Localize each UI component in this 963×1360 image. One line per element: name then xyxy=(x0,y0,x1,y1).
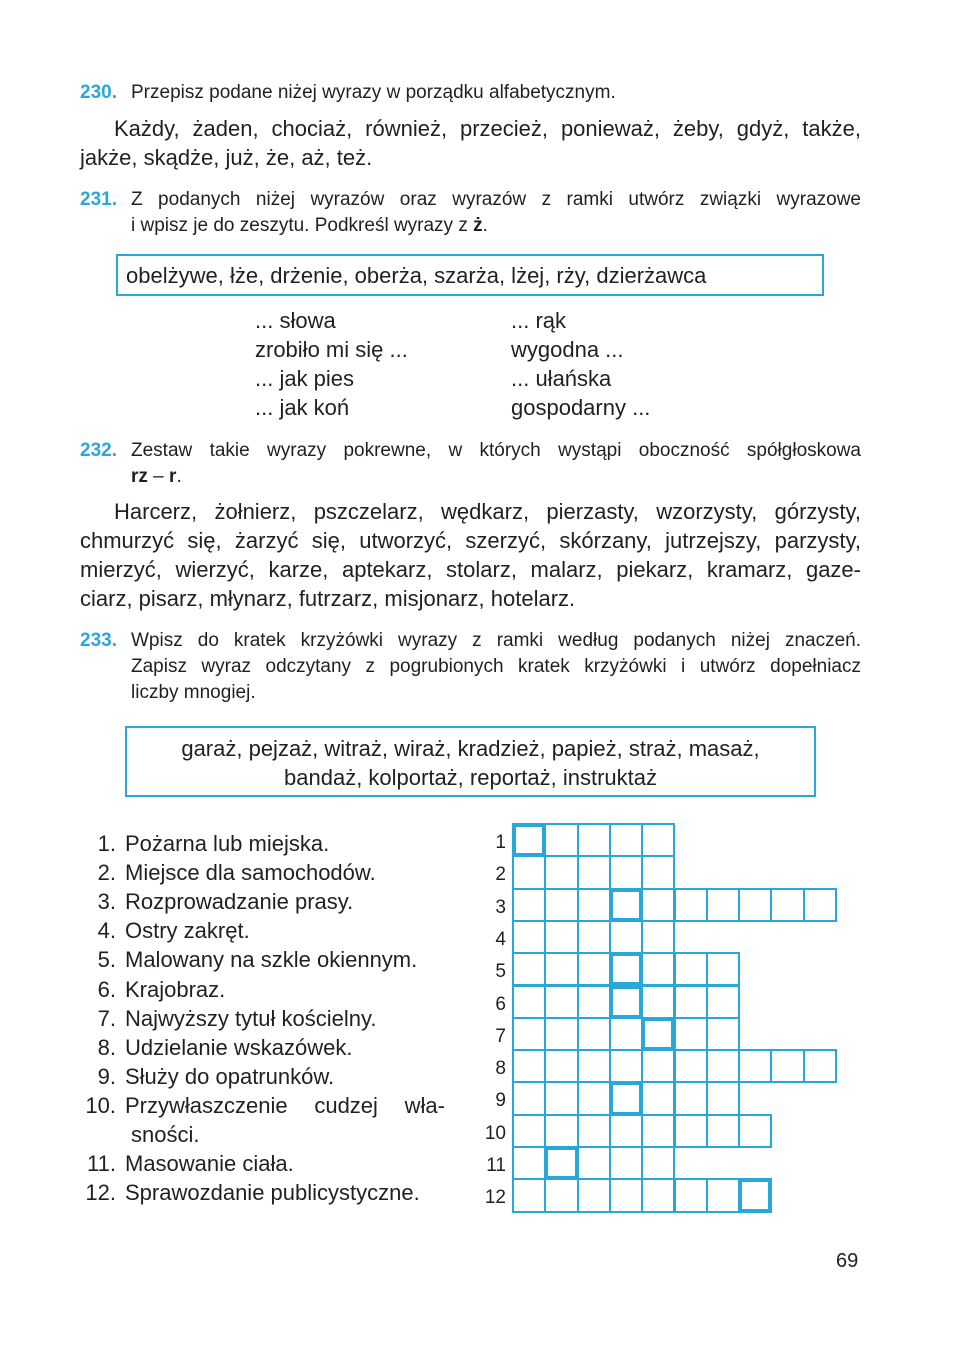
crossword-cell[interactable] xyxy=(512,1049,546,1083)
instruction-231-text: i wpisz je do zeszytu. Podkreśl wyrazy z xyxy=(131,215,474,236)
crossword-cell[interactable] xyxy=(674,1017,708,1051)
bold-r: r xyxy=(169,466,177,487)
crossword-cell[interactable] xyxy=(706,1017,740,1051)
instruction-231-line1: Z podanych niżej wyrazów oraz wyrazów z ramki utwórz związki wyrazowe xyxy=(131,189,861,210)
crossword-cell-bold[interactable] xyxy=(609,888,643,922)
crossword-cell[interactable] xyxy=(770,888,804,922)
word-list-230-line1: Każdy, żaden, chociaż, również, przecież, ponieważ, żeby, gdyż, także, xyxy=(114,116,861,141)
clue-number: 1. xyxy=(97,831,116,856)
exercise-number-232: 232. xyxy=(80,440,117,461)
phrase-left-item: ... jak koń xyxy=(255,395,350,420)
exercise-number-231: 231. xyxy=(80,189,117,210)
crossword-cell[interactable] xyxy=(544,985,578,1019)
instruction-233-line1: Wpisz do kratek krzyżówki wyrazy z ramki według podanych niżej znaczeń. xyxy=(131,630,861,651)
clue-number: 6. xyxy=(97,976,116,1002)
phrase-column-right xyxy=(511,306,650,422)
crossword-cell[interactable] xyxy=(577,1081,611,1115)
clue-text: Malowany na szkle okiennym. xyxy=(125,947,418,973)
crossword-cell[interactable] xyxy=(641,1146,675,1180)
crossword-cell[interactable] xyxy=(706,888,740,922)
crossword-cell[interactable] xyxy=(512,920,546,954)
crossword-cell[interactable] xyxy=(738,1114,772,1148)
page-number: 69 xyxy=(836,1250,859,1272)
crossword-row-number: 8 xyxy=(495,1058,506,1080)
crossword-cell[interactable] xyxy=(609,1114,643,1148)
exercise-number-230: 230. xyxy=(80,82,117,103)
clue-text: Rozprowadzanie prasy. xyxy=(125,889,354,915)
clue-text: Pożarna lub miejska. xyxy=(125,831,330,856)
crossword-cell[interactable] xyxy=(544,952,578,986)
crossword-cell[interactable] xyxy=(577,1114,611,1148)
crossword-cell-bold[interactable] xyxy=(609,1081,643,1115)
crossword-cell[interactable] xyxy=(641,985,675,1019)
crossword-cell[interactable] xyxy=(738,1049,772,1083)
crossword-row-number: 11 xyxy=(486,1155,506,1176)
phrase-left-item: zrobiło mi się ... xyxy=(255,337,408,362)
crossword-cell[interactable] xyxy=(512,855,546,889)
clue-text: Najwyższy tytuł kościelny. xyxy=(125,1005,377,1031)
clue-number: 8. xyxy=(97,1034,116,1060)
crossword-cell[interactable] xyxy=(609,1049,643,1083)
crossword-row-number: 6 xyxy=(495,993,506,1015)
word-list-232-line2: chmurzyć się, żarzyć się, utworzyć, szerzyć, skórzany, jutrzejszy, parzysty, xyxy=(80,528,861,553)
crossword-cell-bold[interactable] xyxy=(738,1178,772,1212)
crossword-cell-bold[interactable] xyxy=(641,1017,675,1051)
clue-number: 5. xyxy=(97,947,116,973)
crossword-cell[interactable] xyxy=(577,1017,611,1051)
crossword-cell[interactable] xyxy=(641,1049,675,1083)
instruction-232-line1: Zestaw takie wyrazy pokrewne, w których wystąpi oboczność spółgłoskowa xyxy=(131,440,861,461)
crossword-cell[interactable] xyxy=(641,855,675,889)
crossword-cell[interactable] xyxy=(544,920,578,954)
word-list-232-line3: mierzyć, wierzyć, karze, aptekarz, stolarz, malarz, piekarz, kramarz, gaze- xyxy=(80,557,861,582)
clue-text: Krajobraz. xyxy=(125,976,226,1002)
clue-text: Udzielanie wskazówek. xyxy=(125,1034,353,1060)
crossword-cell-bold[interactable] xyxy=(512,823,546,857)
crossword-row-number: 10 xyxy=(484,1122,506,1144)
crossword-cell[interactable] xyxy=(544,823,578,857)
crossword-cell[interactable] xyxy=(512,1081,546,1115)
instruction-231-period: . xyxy=(482,215,488,236)
word-box-233-line2: bandaż, kolportaż, reportaż, instruktaż xyxy=(284,765,657,790)
crossword-cell[interactable] xyxy=(577,855,611,889)
crossword-cell[interactable] xyxy=(577,888,611,922)
clue-text: Przywłaszczenie cudzej wła- xyxy=(125,1092,445,1118)
crossword-cell[interactable] xyxy=(609,855,643,889)
word-box-233 xyxy=(125,726,816,797)
word-box-231-text: obelżywe, łże, drżenie, oberża, szarża, lżej, rży, dzierżawca xyxy=(126,263,707,288)
clue-text: sności. xyxy=(131,1122,200,1147)
crossword-cell[interactable] xyxy=(674,952,708,986)
instruction-231-bold-letter: ż xyxy=(473,215,483,236)
word-list-230-line2: jakże, skądże, już, że, aż, też. xyxy=(80,145,373,170)
clue-text: Służy do opatrunków. xyxy=(125,1063,335,1089)
bold-rz: rz xyxy=(131,466,148,487)
crossword-cell[interactable] xyxy=(674,1081,708,1115)
crossword-cell-bold[interactable] xyxy=(609,952,643,986)
clue-number: 9. xyxy=(97,1063,116,1089)
crossword-cell[interactable] xyxy=(609,1178,643,1212)
crossword-cell[interactable] xyxy=(641,888,675,922)
crossword-cell[interactable] xyxy=(609,920,643,954)
crossword-cell[interactable] xyxy=(641,823,675,857)
crossword-cell[interactable] xyxy=(512,985,546,1019)
phrase-left-item: ... jak pies xyxy=(255,366,355,391)
word-list-232-line4: ciarz, pisarz, młynarz, futrzarz, misjonarz, hotelarz. xyxy=(80,586,576,611)
crossword-cell[interactable] xyxy=(706,952,740,986)
crossword-cell[interactable] xyxy=(577,1178,611,1212)
clue-number: 2. xyxy=(97,860,116,886)
crossword-cell[interactable] xyxy=(577,952,611,986)
crossword-cell[interactable] xyxy=(577,920,611,954)
crossword-cell[interactable] xyxy=(544,1114,578,1148)
crossword-cell[interactable] xyxy=(544,1017,578,1051)
crossword-cell[interactable] xyxy=(641,920,675,954)
crossword-cell[interactable] xyxy=(544,1178,578,1212)
crossword-cell[interactable] xyxy=(544,888,578,922)
crossword-row-number: 5 xyxy=(495,961,506,983)
crossword-cell[interactable] xyxy=(577,823,611,857)
crossword-cell[interactable] xyxy=(512,1017,546,1051)
crossword-cell[interactable] xyxy=(512,1114,546,1148)
exercise-number-233: 233. xyxy=(80,630,117,651)
phrase-left-item: ... słowa xyxy=(255,308,336,333)
word-list-232-line1: Harcerz, żołnierz, pszczelarz, wędkarz, pierzasty, wzorzysty, górzysty, xyxy=(114,499,861,524)
dash: – xyxy=(147,466,170,487)
crossword-cell[interactable] xyxy=(512,1178,546,1212)
crossword-cell[interactable] xyxy=(706,1114,740,1148)
crossword-cell[interactable] xyxy=(674,1049,708,1083)
crossword-cell[interactable] xyxy=(544,855,578,889)
word-box-231 xyxy=(116,254,824,296)
clue-number: 7. xyxy=(97,1005,116,1031)
crossword-cell[interactable] xyxy=(706,1049,740,1083)
crossword-cell[interactable] xyxy=(674,1178,708,1212)
phrase-right-item: ... ułańska xyxy=(511,366,612,391)
crossword-cell[interactable] xyxy=(544,1081,578,1115)
clue-text: Ostry zakręt. xyxy=(125,918,250,944)
crossword-cell[interactable] xyxy=(577,1049,611,1083)
crossword-cell[interactable] xyxy=(803,888,837,922)
crossword-cell[interactable] xyxy=(770,1049,804,1083)
clue-text: Sprawozdanie publicystyczne. xyxy=(125,1180,420,1206)
instruction-233-line2: Zapisz wyraz odczytany z pogrubionych kratek krzyżówki i utwórz dopełniacz xyxy=(131,656,861,677)
crossword-cell[interactable] xyxy=(738,888,772,922)
instruction-231-line2 xyxy=(131,213,488,239)
clue-text: Miejsce dla samochodów. xyxy=(125,860,376,886)
clue-number: 4. xyxy=(97,918,116,944)
word-box-233-line1: garaż, pejzaż, witraż, wiraż, kradzież, papież, straż, masaż, xyxy=(181,736,760,761)
clue-number: 12. xyxy=(85,1180,116,1206)
crossword-cell-bold[interactable] xyxy=(544,1146,578,1180)
crossword-row-number: 3 xyxy=(495,896,506,918)
crossword-cell[interactable] xyxy=(803,1049,837,1083)
crossword-cell[interactable] xyxy=(609,1146,643,1180)
crossword-cell[interactable] xyxy=(706,1178,740,1212)
period: . xyxy=(176,466,182,487)
crossword-cell[interactable] xyxy=(641,952,675,986)
crossword-cell[interactable] xyxy=(609,1017,643,1051)
crossword-cell[interactable] xyxy=(641,1081,675,1115)
instruction-230: Przepisz podane niżej wyrazy w porządku alfabetycznym. xyxy=(131,82,616,103)
clue-number: 3. xyxy=(97,889,116,915)
crossword-row-number: 2 xyxy=(495,864,506,886)
crossword-cell[interactable] xyxy=(577,985,611,1019)
clue-number: 10. xyxy=(85,1092,116,1118)
phrase-right-item: gospodarny ... xyxy=(511,395,651,420)
crossword-cell[interactable] xyxy=(674,888,708,922)
crossword-row-number: 7 xyxy=(495,1025,506,1047)
crossword-cell-bold[interactable] xyxy=(609,985,643,1019)
clue-text: Masowanie ciała. xyxy=(125,1151,294,1177)
crossword-cell[interactable] xyxy=(674,1114,708,1148)
crossword-cell[interactable] xyxy=(544,1049,578,1083)
phrase-column-left xyxy=(255,306,408,422)
crossword-row-number: 9 xyxy=(495,1090,506,1112)
phrase-right-item: wygodna ... xyxy=(511,337,624,362)
crossword-row-number: 1 xyxy=(495,832,506,853)
crossword-row-number: 12 xyxy=(484,1187,506,1209)
crossword-cell[interactable] xyxy=(512,888,546,922)
crossword-cell[interactable] xyxy=(577,1146,611,1180)
instruction-232-line2 xyxy=(131,464,182,490)
crossword-row-number: 4 xyxy=(495,928,506,950)
crossword-cell[interactable] xyxy=(641,1114,675,1148)
crossword-cell[interactable] xyxy=(512,1146,546,1180)
crossword-cell[interactable] xyxy=(512,952,546,986)
crossword-cell[interactable] xyxy=(706,985,740,1019)
instruction-233-line3: liczby mnogiej. xyxy=(131,682,256,703)
clue-number: 11. xyxy=(87,1151,116,1177)
phrase-right-item: ... rąk xyxy=(511,308,567,333)
crossword-cell[interactable] xyxy=(674,985,708,1019)
crossword-cell[interactable] xyxy=(706,1081,740,1115)
crossword-cell[interactable] xyxy=(609,823,643,857)
crossword-cell[interactable] xyxy=(641,1178,675,1212)
